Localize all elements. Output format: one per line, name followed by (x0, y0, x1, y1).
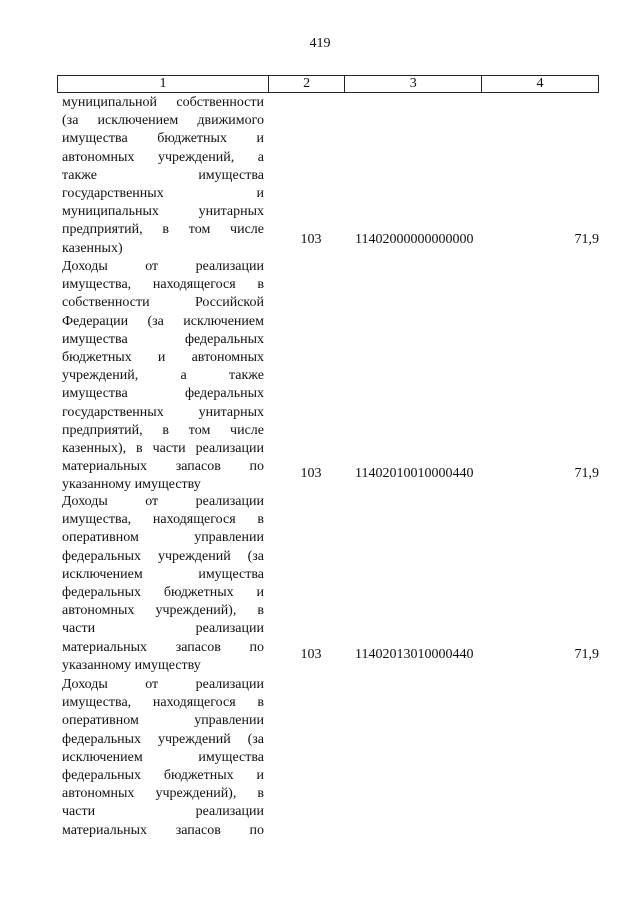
description-line: исключением имущества (62, 749, 264, 765)
description-line: федеральных учреждений (за (62, 731, 264, 747)
description-line: предприятий, в том числе (62, 422, 264, 438)
kbk-code: 11402013010000440 (355, 647, 474, 662)
description-line: имущества, находящегося в (62, 512, 264, 528)
description-line: указанному имуществу (62, 657, 201, 673)
row-description (62, 676, 264, 840)
amount-value: 71,9 (574, 232, 599, 247)
table-header (57, 75, 599, 93)
description-line: государственных и (62, 185, 264, 201)
description-line: федеральных бюджетных и (62, 584, 264, 600)
description-line: автономных учреждений), в (62, 603, 264, 619)
description-line: имущества, находящегося в (62, 277, 264, 293)
description-line: имущества федеральных (62, 331, 264, 347)
description-line: имущества бюджетных и (62, 131, 264, 147)
description-line: имущества, находящегося в (62, 695, 264, 711)
header-col-4: 4 (482, 76, 599, 93)
admin-code: 103 (300, 232, 322, 247)
description-line: муниципальных унитарных (62, 204, 264, 220)
description-line: предприятий, в том числе (62, 222, 264, 238)
description-line: автономных учреждений, а (62, 149, 264, 165)
description-line: части реализации (62, 621, 264, 637)
description-line: учреждений, а также (62, 368, 264, 384)
description-line: указанному имуществу (62, 477, 201, 493)
description-line: Доходы от реализации (62, 494, 264, 509)
description-line: муниципальной собственности (62, 95, 264, 110)
admin-code: 103 (300, 647, 322, 662)
description-line: материальных запасов по (62, 822, 264, 838)
header-col-2: 2 (269, 76, 345, 93)
amount-value: 71,9 (574, 647, 599, 662)
description-line: государственных унитарных (62, 404, 264, 420)
description-line: Доходы от реализации (62, 677, 264, 692)
kbk-code: 11402000000000000 (355, 232, 474, 247)
description-line: материальных запасов по (62, 639, 264, 655)
row-description (62, 493, 264, 675)
description-line: исключением имущества (62, 566, 264, 582)
row-description (62, 94, 264, 258)
description-line: казенных) (62, 240, 123, 256)
description-line: (за исключением движимого (62, 113, 264, 129)
header-col-3: 3 (345, 76, 482, 93)
description-line: имущества федеральных (62, 386, 264, 402)
header-col-1: 1 (58, 76, 269, 93)
description-line: части реализации (62, 804, 264, 820)
description-line: Доходы от реализации (62, 259, 264, 274)
description-line: Федерации (за исключением (62, 313, 264, 329)
kbk-code: 11402010010000440 (355, 466, 474, 481)
description-line: оперативном управлении (62, 530, 264, 546)
description-line: бюджетных и автономных (62, 349, 264, 365)
page-number: 419 (309, 36, 331, 51)
description-line: также имущества (62, 167, 264, 183)
admin-code: 103 (300, 466, 322, 481)
row-description (62, 258, 264, 494)
description-line: казенных), в части реализации (62, 440, 264, 456)
description-line: федеральных учреждений (за (62, 548, 264, 564)
description-line: материальных запасов по (62, 459, 264, 475)
amount-value: 71,9 (574, 466, 599, 481)
description-line: оперативном управлении (62, 713, 264, 729)
description-line: собственности Российской (62, 295, 264, 311)
description-line: федеральных бюджетных и (62, 767, 264, 783)
description-line: автономных учреждений), в (62, 786, 264, 802)
